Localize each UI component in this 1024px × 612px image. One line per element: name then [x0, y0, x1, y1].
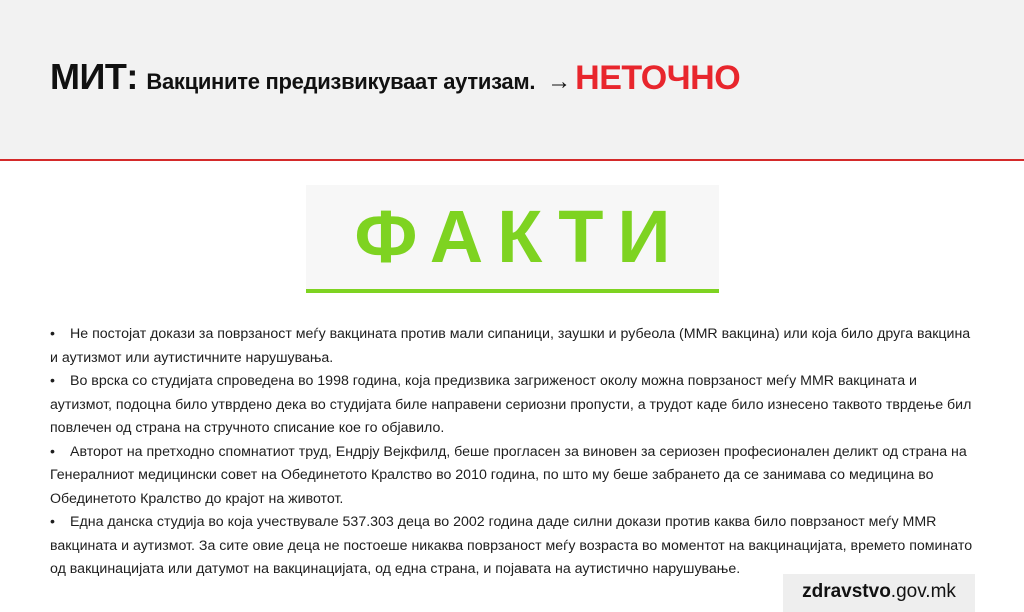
myth-label: МИТ [50, 56, 127, 97]
fact-item [50, 370, 975, 441]
myth-statement [50, 56, 740, 98]
footer-website [783, 574, 975, 612]
fact-text: Авторот на претходно спомнатиот труд, Ендрју Вејкфилд, беше прогласен за виновен за сериозен професионален деликт од страна на Генералниот медицински совет на Обединетото Кралство во 2010 година, по што му беше забрането да се занимава со медицина во Обединетото Кралство до крајот на животот. [50, 443, 967, 507]
facts-underline [306, 289, 719, 293]
myth-verdict: НЕТОЧНО [575, 59, 741, 97]
website-domain-suffix: .gov.mk [890, 581, 956, 602]
bullet-icon: • [50, 373, 55, 389]
facts-title: ФАКТИ [354, 195, 685, 278]
bullet-icon: • [50, 326, 55, 342]
fact-text: Во врска со студијата спроведена во 1998 година, која предизвика загриженост околу можна поврзаност меѓу MMR вакцината и аутизмот, подоцна било утврдено дека во студијата биле направени сериозни пропусти, а трудот каде било изнесено таквото тврдење бил повлечен од страна на стручното списание кое го објавило. [50, 373, 972, 436]
arrow-icon: → [547, 68, 572, 95]
facts-title-box [306, 185, 719, 291]
fact-text: Една данска студија во која учествувале 537.303 деца во 2002 година даде силни докази против каква било поврзаност меѓу MMR вакцината и аутизмот. За сите овие деца не постоеше никаква поврзаност меѓу возраста во моментот на вакцинацијата, времето поминато од вакцинацијата или датумот на вакцинацијата, од една страна, и појавата на аутистично нарушување. [50, 514, 973, 577]
myth-header [0, 0, 1024, 161]
myth-text: Вакцините предизвикуваат аутизам. [146, 69, 536, 94]
fact-item [50, 323, 975, 370]
website-url [783, 581, 975, 603]
fact-item [50, 511, 975, 582]
website-domain-bold: zdravstvo [802, 581, 891, 602]
fact-item [50, 441, 975, 512]
bullet-icon: • [50, 514, 55, 530]
fact-text: Не постојат докази за поврзаност меѓу вакцината против мали сипаници, заушки и рубеола (MMR вакцина) или која било друга вакцина и аутизмот или аутистичните нарушувања. [50, 326, 971, 366]
bullet-icon: • [50, 443, 55, 460]
facts-list [50, 323, 975, 582]
myth-colon: : [126, 56, 139, 97]
